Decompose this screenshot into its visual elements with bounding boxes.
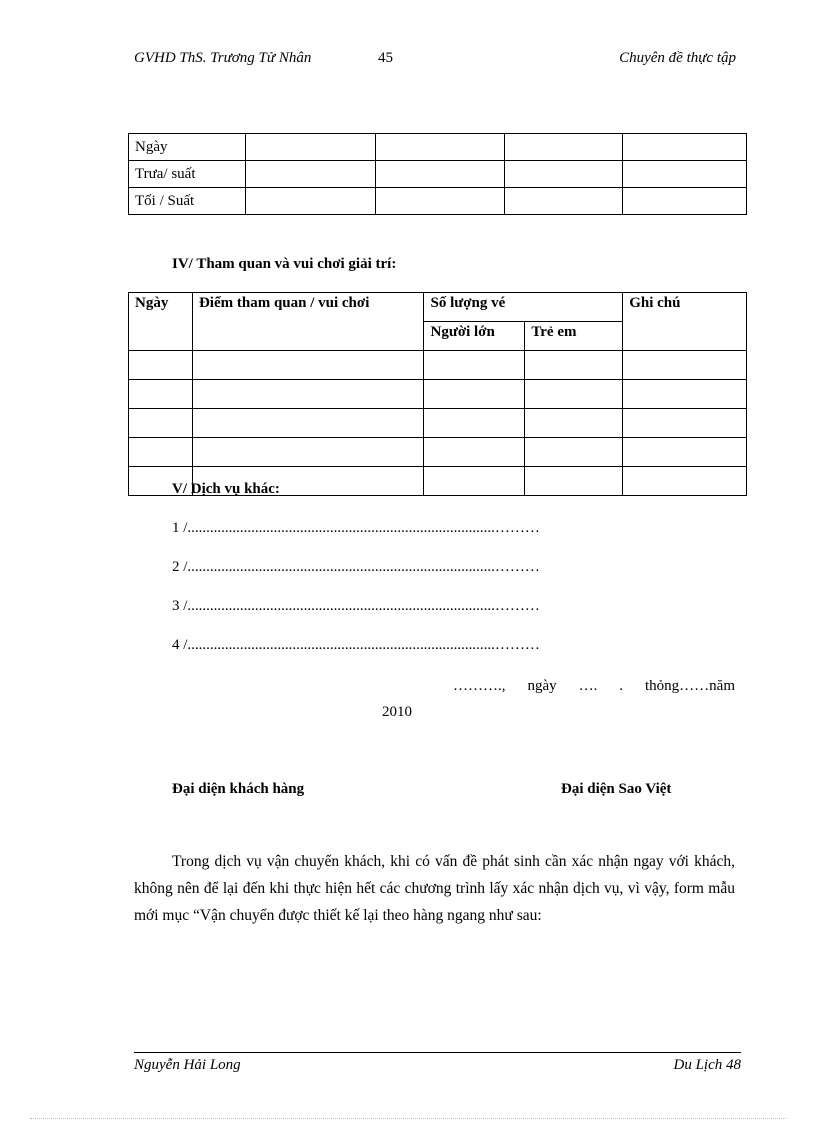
header-title: Chuyên đề thực tập [619,50,736,66]
table-cell [129,351,193,380]
table-cell [424,351,525,380]
table-cell [245,188,375,215]
table-cell [192,351,424,380]
table-cell [623,380,747,409]
col-header-tickets: Số lượng vé [424,293,623,322]
meal-table [128,133,747,215]
footer-divider [134,1052,741,1053]
date-year: 2010 [382,704,412,720]
service-line-4: 4 /..................................................................................……… [172,637,540,653]
table-cell [129,438,193,467]
body-paragraph: Trong dịch vụ vận chuyển khách, khi có vấn đề phát sinh cần xác nhận ngay với khách, không nên để lại đến khi thực hiện hết các chương trình lấy xác nhận dịch vụ, vì vậy, form mẫu mới mục “Vận chuyển được thiết kế lại theo hàng ngang như sau: [134,853,735,924]
table-cell [623,467,747,496]
table-cell [505,161,623,188]
table-cell [505,188,623,215]
col-header-adult: Người lớn [424,322,525,351]
table-cell [192,438,424,467]
section-4-title: IV/ Tham quan và vui chơi giải trí: [172,256,397,272]
table-cell [424,380,525,409]
table-row [129,380,747,409]
table-cell [375,134,505,161]
meal-row-label: Trưa/ suất [129,161,246,188]
table-cell [129,380,193,409]
footer-author: Nguyễn Hải Long [134,1057,241,1073]
table-row [129,188,747,215]
table-cell [623,409,747,438]
table-row [129,409,747,438]
table-cell [505,134,623,161]
header-page-number: 45 [378,50,393,66]
table-cell [525,380,623,409]
footer-page: Du Lịch 48 [673,1057,741,1073]
meal-row-label: Tối / Suất [129,188,246,215]
table-cell [525,438,623,467]
table-cell [525,351,623,380]
service-line-3: 3 /..................................................................................……… [172,598,540,614]
date-line: ………., ngày …. . thỏng……năm [453,678,735,694]
table-row [129,438,747,467]
table-cell [192,380,424,409]
service-line-1: 1 /..................................................................................……… [172,520,540,536]
col-header-date: Ngày [129,293,193,351]
table-cell [245,134,375,161]
table-cell [623,134,747,161]
table-cell [623,161,747,188]
col-header-child: Trẻ em [525,322,623,351]
table-cell [192,409,424,438]
table-row [129,134,747,161]
table-cell [245,161,375,188]
table-cell [375,161,505,188]
signature-company: Đại diện Sao Việt [561,781,672,797]
sightseeing-table [128,292,747,496]
page-edge-dots [30,1118,786,1119]
table-row [129,351,747,380]
col-header-place: Điểm tham quan / vui chơi [192,293,424,351]
table-cell [623,351,747,380]
table-cell [424,438,525,467]
table-cell [623,188,747,215]
service-line-2: 2 /..................................................................................……… [172,559,540,575]
table-row [129,161,747,188]
table-cell [623,438,747,467]
signature-customer: Đại diện khách hàng [172,781,305,797]
table-cell [525,409,623,438]
table-cell [375,188,505,215]
header-advisor: GVHD ThS. Trương Tử Nhân [134,50,312,66]
table-cell [129,409,193,438]
col-header-note: Ghi chú [623,293,747,351]
table-cell [525,467,623,496]
meal-row-label: Ngày [129,134,246,161]
table-cell [424,409,525,438]
table-cell [424,467,525,496]
table-header-row [129,293,747,322]
section-5-title: V/ Dịch vụ khác: [172,481,280,497]
